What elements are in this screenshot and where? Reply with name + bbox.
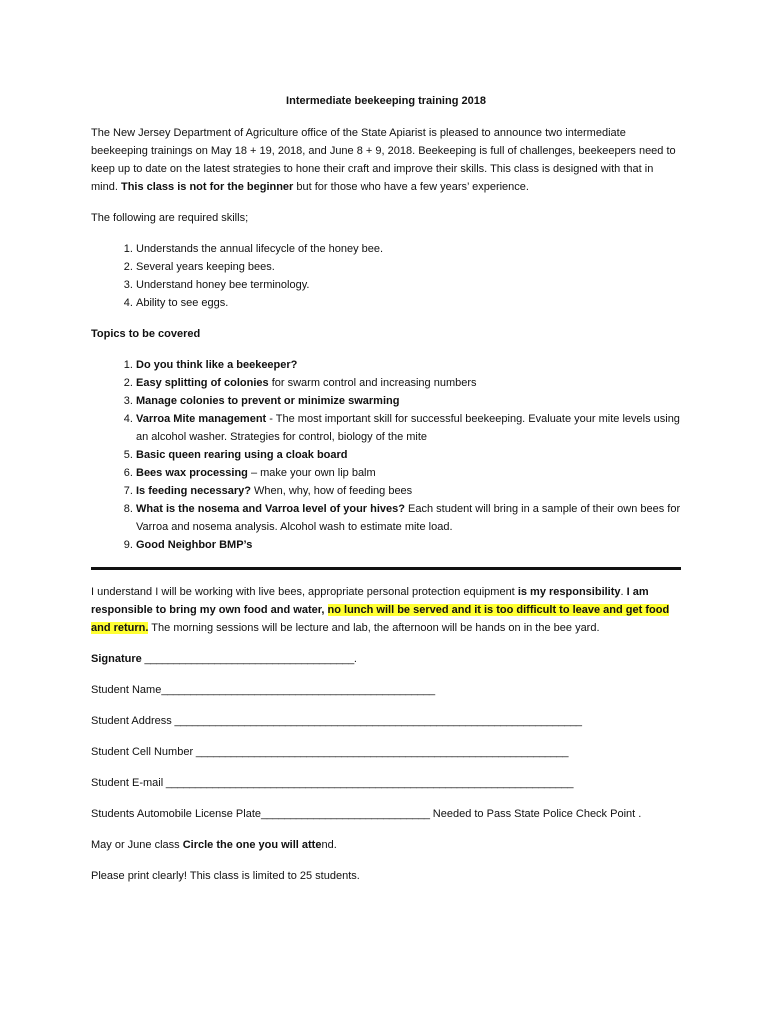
topic-title: Varroa Mite management [136,413,267,425]
list-item: 1. Understands the annual lifecycle of the honey bee. [136,240,681,258]
student-email-line[interactable]: ______________________________________________________________________ [163,777,574,789]
list-item [136,374,681,392]
resp-text-a: I understand I will be working with live bees, appropriate personal protection equipment [91,586,518,598]
intro-text-a: The New Jersey Department of Agriculture office of the State Apiarist is pleased to announce two intermediate beekeeping trainings on May 18 + 19, 2018, and June 8 + 9, 2018. Beekeeping is full of challenges, beekeepers need to keep up to date on the latest strategies to hone their craft and improve their skills. This class is designed with that in mind. [91,127,676,193]
license-plate-field[interactable] [91,805,681,823]
list-item [136,446,681,464]
closing-note: Please print clearly! This class is limited to 25 students. [91,870,360,882]
topic-text: for swarm control and increasing numbers [268,377,477,389]
responsibility-paragraph [91,583,681,637]
document-title: Intermediate beekeeping training 2018 [286,95,486,107]
topic-title: Bees wax processing [136,467,248,479]
list-item [136,482,681,500]
license-plate-line[interactable]: _____________________________ [261,808,430,820]
intro-bold: This class is not for the beginner [120,181,294,193]
class-choice [91,836,681,854]
topic-title: Easy splitting of colonies [136,377,269,389]
list-item [136,464,681,482]
student-address-label: Student Address [91,715,172,727]
student-cell-field[interactable] [91,743,681,761]
topic-title: Manage colonies to prevent or minimize swarming [136,395,400,407]
resp-highlight: no lunch will be served and it is too difficult to leave and get food and return. [91,604,670,634]
list-item: 4. Ability to see eggs. [136,294,681,312]
student-name-line[interactable]: _______________________________________________ [161,684,435,696]
resp-bold-a: is my responsibility [517,586,621,598]
list-item [136,536,681,554]
resp-bold-b: I am responsible to bring my own food and water, [91,586,649,616]
topic-text: Each student will bring in a sample of their own bees for Varroa and nosema analysis. Alcohol wash to estimate mite load. [136,503,681,533]
list-item [136,500,681,536]
signature-line[interactable]: ____________________________________. [141,653,357,665]
student-name-field[interactable] [91,681,681,699]
list-item [136,356,681,374]
topic-text: - The most important skill for successful beekeeping. Evaluate your mite levels using an alcohol washer. Strategies for control, biology of the mite [136,413,680,443]
document-page [91,92,681,898]
resp-text-b: . [620,586,627,598]
topic-title: Is feeding necessary? [136,485,251,497]
topic-title: Basic queen rearing using a cloak board [136,449,348,461]
intro-text-b: but for those who have a few years’ experience. [293,181,529,193]
student-cell-label: Student Cell Number [91,746,194,758]
signature-field[interactable] [91,650,681,668]
class-choice-bold: Circle the one you will atte [182,839,322,851]
topic-text: When, why, how of feeding bees [250,485,413,497]
student-email-field[interactable] [91,774,681,792]
topic-text: – make your own lip balm [247,467,376,479]
resp-text-c: The morning sessions will be lecture and lab, the afternoon will be hands on in the bee yard. [148,622,600,634]
required-skills-heading: The following are required skills; [91,212,249,224]
student-cell-line[interactable]: ________________________________________________________________ [193,746,569,758]
list-item: 2. Several years keeping bees. [136,258,681,276]
list-item [136,392,681,410]
section-divider [91,567,681,570]
license-plate-label: Students Automobile License Plate [91,808,262,820]
signature-label: Signature [91,653,142,665]
required-skills-list [91,240,681,312]
student-name-label: Student Name [91,684,162,696]
list-item [136,410,681,446]
topic-title: What is the nosema and Varroa level of your hives? [136,503,405,515]
topic-title: Do you think like a beekeeper? [136,359,298,371]
student-address-line[interactable]: ______________________________________________________________________ [171,715,582,727]
topics-heading: Topics to be covered [91,328,201,340]
class-choice-text-a: May or June class [91,839,183,851]
class-choice-text-b: nd. [321,839,337,851]
list-item: 3. Understand honey bee terminology. [136,276,681,294]
topic-title: Good Neighbor BMP’s [136,539,253,551]
topics-list [91,356,681,554]
student-address-field[interactable] [91,712,681,730]
license-plate-note: Needed to Pass State Police Check Point . [429,808,642,820]
student-email-label: Student E-mail [91,777,164,789]
intro-paragraph [91,124,681,196]
